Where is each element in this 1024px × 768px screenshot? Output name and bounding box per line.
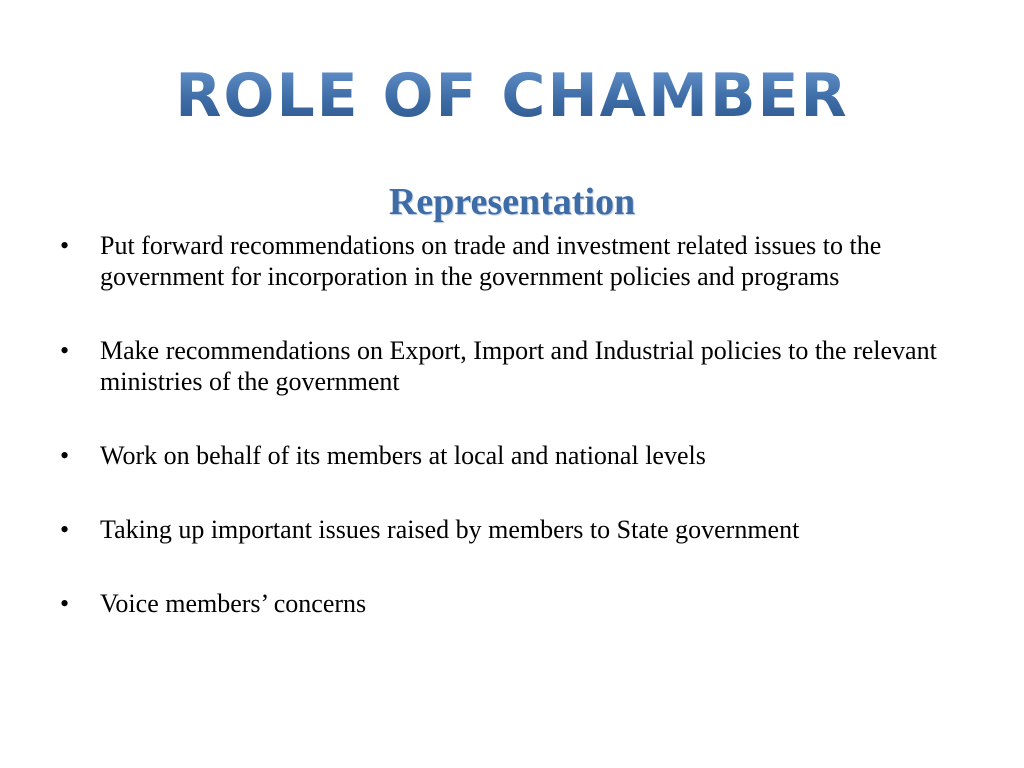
- bullet-text: Voice members’ concerns: [100, 589, 367, 618]
- slide-subtitle: Representation: [388, 181, 636, 223]
- slide-title-container: [0, 60, 1024, 132]
- bullet-item: [56, 230, 976, 292]
- bullet-icon: •: [60, 441, 70, 470]
- bullet-item: [56, 440, 976, 471]
- bullet-item: [56, 335, 976, 397]
- bullet-text: Make recommendations on Export, Import and Industrial policies to the relevant ministries of the government: [100, 336, 937, 396]
- bullet-list: [56, 230, 976, 662]
- bullet-item: [56, 514, 976, 545]
- bullet-icon: •: [60, 336, 70, 365]
- bullet-icon: •: [60, 589, 70, 618]
- slide-title: ROLE OF CHAMBER: [175, 61, 849, 131]
- bullet-text: Put forward recommendations on trade and investment related issues to the government for incorporation in the government policies and programs: [100, 231, 882, 291]
- bullet-icon: •: [60, 231, 70, 260]
- bullet-text: Taking up important issues raised by members to State government: [100, 515, 800, 544]
- bullet-text: Work on behalf of its members at local and national levels: [100, 441, 706, 470]
- bullet-item: [56, 588, 976, 619]
- bullet-icon: •: [60, 515, 70, 544]
- slide-title-reflection: [0, 128, 1024, 158]
